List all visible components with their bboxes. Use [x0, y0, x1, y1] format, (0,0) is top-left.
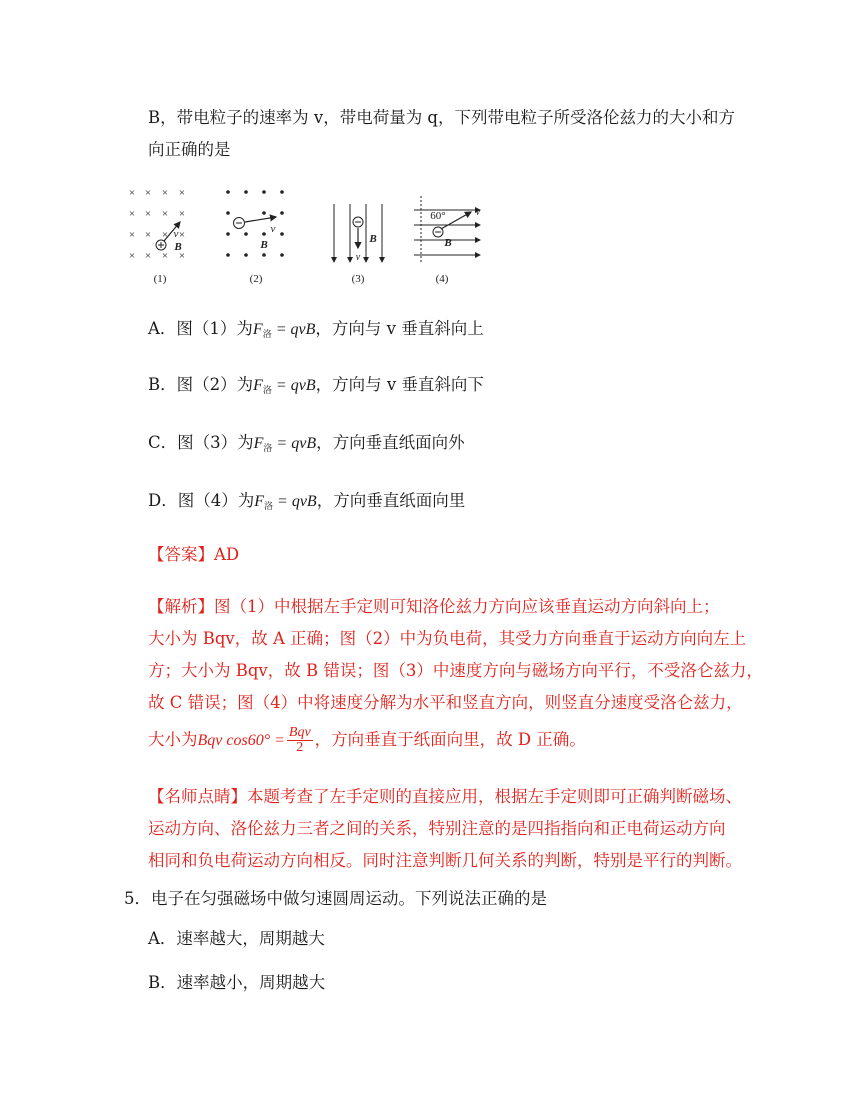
option-a-suffix: ，方向与 v 垂直斜向上: [315, 319, 484, 338]
svg-text:×: ×: [144, 187, 152, 199]
v-label-4: v: [475, 207, 481, 218]
analysis-line-4: 故 C 错误；图（4）中将速度分解为水平和竖直方向，则竖直分速度受洛仑兹力，: [148, 693, 743, 712]
option-d-formula: $F_洛$ = qvB: [254, 493, 317, 511]
B-label-1: B: [174, 241, 182, 253]
lorentz-force-figure: [118, 182, 498, 292]
panel-label-3: (3): [351, 273, 365, 285]
angle-label: 60°: [430, 210, 446, 222]
comment-line-3: 相同和负电荷运动方向相反。同时注意判断几何关系的判断，特别是平行的判断。: [148, 851, 742, 870]
svg-text:×: ×: [161, 250, 169, 262]
panel-label-1: (1): [153, 273, 167, 285]
comment-line-2: 运动方向、洛伦兹力三者之间的关系，特别注意的是四指指向和正电荷运动方向: [148, 819, 726, 838]
answer-line: [148, 544, 239, 566]
answer-label: 【答案】: [148, 545, 214, 564]
option-a-formula: $F_洛$ = qvB: [252, 321, 316, 339]
question-5-option-b: B．速率越小，周期越大: [148, 973, 326, 992]
question-text-line-2: 向正确的是: [148, 140, 231, 159]
panel-label-2: (2): [249, 273, 263, 285]
svg-text:×: ×: [128, 208, 136, 220]
option-c-suffix: ，方向垂直纸面向外: [316, 433, 465, 452]
question-5-stem: 5．电子在匀强磁场中做匀速圆周运动。下列说法正确的是: [124, 889, 547, 908]
v-label-3: v: [355, 252, 361, 263]
panel-label-4: (4): [435, 273, 449, 285]
option-b-formula: $F_洛$ = qvB: [253, 377, 316, 395]
analysis-line-2: 大小为 Bqv，故 A 正确；图（2）中为负电荷，其受力方向垂直于运动方向向左上: [148, 629, 747, 648]
svg-text:×: ×: [161, 187, 169, 199]
svg-text:×: ×: [128, 250, 136, 262]
answer-value: AD: [214, 545, 240, 564]
v-label-2: v: [270, 223, 276, 235]
option-a: [148, 318, 484, 345]
option-c: [148, 432, 465, 459]
comment-line-1: 【名师点睛】本题考查了左手定则的直接应用，根据左手定则即可正确判断磁场、: [148, 787, 742, 806]
svg-text:×: ×: [178, 229, 186, 241]
analysis-label: 【解析】: [148, 597, 214, 616]
svg-text:×: ×: [128, 187, 136, 199]
figure-panel-4: [414, 196, 481, 285]
B-label-4: B: [444, 237, 452, 249]
svg-text:×: ×: [128, 229, 136, 241]
option-c-formula: $F_洛$ = qvB: [253, 435, 317, 453]
comment-label: 【名师点睛】: [148, 787, 247, 806]
svg-text:×: ×: [178, 208, 186, 220]
v-label-1: v: [173, 228, 179, 240]
option-d-prefix: D．图（4）为: [148, 491, 255, 510]
svg-text:×: ×: [144, 250, 152, 262]
B-label-2: B: [260, 239, 268, 251]
option-b: [148, 374, 484, 401]
analysis-line-5: 大小为Bqv cos60° = $\frac{\text{Bqv}}{2}$ ，方向垂直于纸面向里，故 D 正确。: [148, 725, 586, 755]
figure-panel-3: [334, 204, 382, 285]
analysis-line-1: 【解析】图（1）中根据左手定则可知洛伦兹力方向应该垂直运动方向斜向上；: [148, 597, 720, 616]
option-b-suffix: ，方向与 v 垂直斜向下: [315, 375, 484, 394]
B-label-3: B: [369, 233, 377, 245]
option-c-prefix: C．图（3）为: [148, 433, 254, 452]
svg-text:×: ×: [161, 229, 169, 241]
option-a-prefix: A．图（1）为: [148, 319, 253, 338]
question-text-line-1: B，带电粒子的速率为 v，带电荷量为 q，下列带电粒子所受洛伦兹力的大小和方: [148, 108, 735, 127]
option-d: [148, 490, 465, 517]
figure-panel-2: [226, 190, 284, 285]
analysis-fraction: $\frac{\text{Bqv}}{2}$: [288, 725, 311, 755]
svg-text:×: ×: [161, 208, 169, 220]
figure-panel-1: [129, 187, 185, 285]
option-b-prefix: B．图（2）为: [148, 375, 254, 394]
question-5-option-a: A．速率越大，周期越大: [148, 929, 325, 948]
svg-text:×: ×: [144, 208, 152, 220]
option-d-suffix: ，方向垂直纸面向里: [316, 491, 466, 510]
svg-text:×: ×: [178, 187, 186, 199]
analysis-line-3: 方；大小为 Bqv，故 B 错误；图（3）中速度方向与磁场方向平行，不受洛仑兹力，: [148, 661, 763, 680]
svg-text:×: ×: [178, 250, 186, 262]
analysis-formula: Bqv cos60° =: [197, 732, 285, 749]
svg-text:×: ×: [144, 229, 152, 241]
